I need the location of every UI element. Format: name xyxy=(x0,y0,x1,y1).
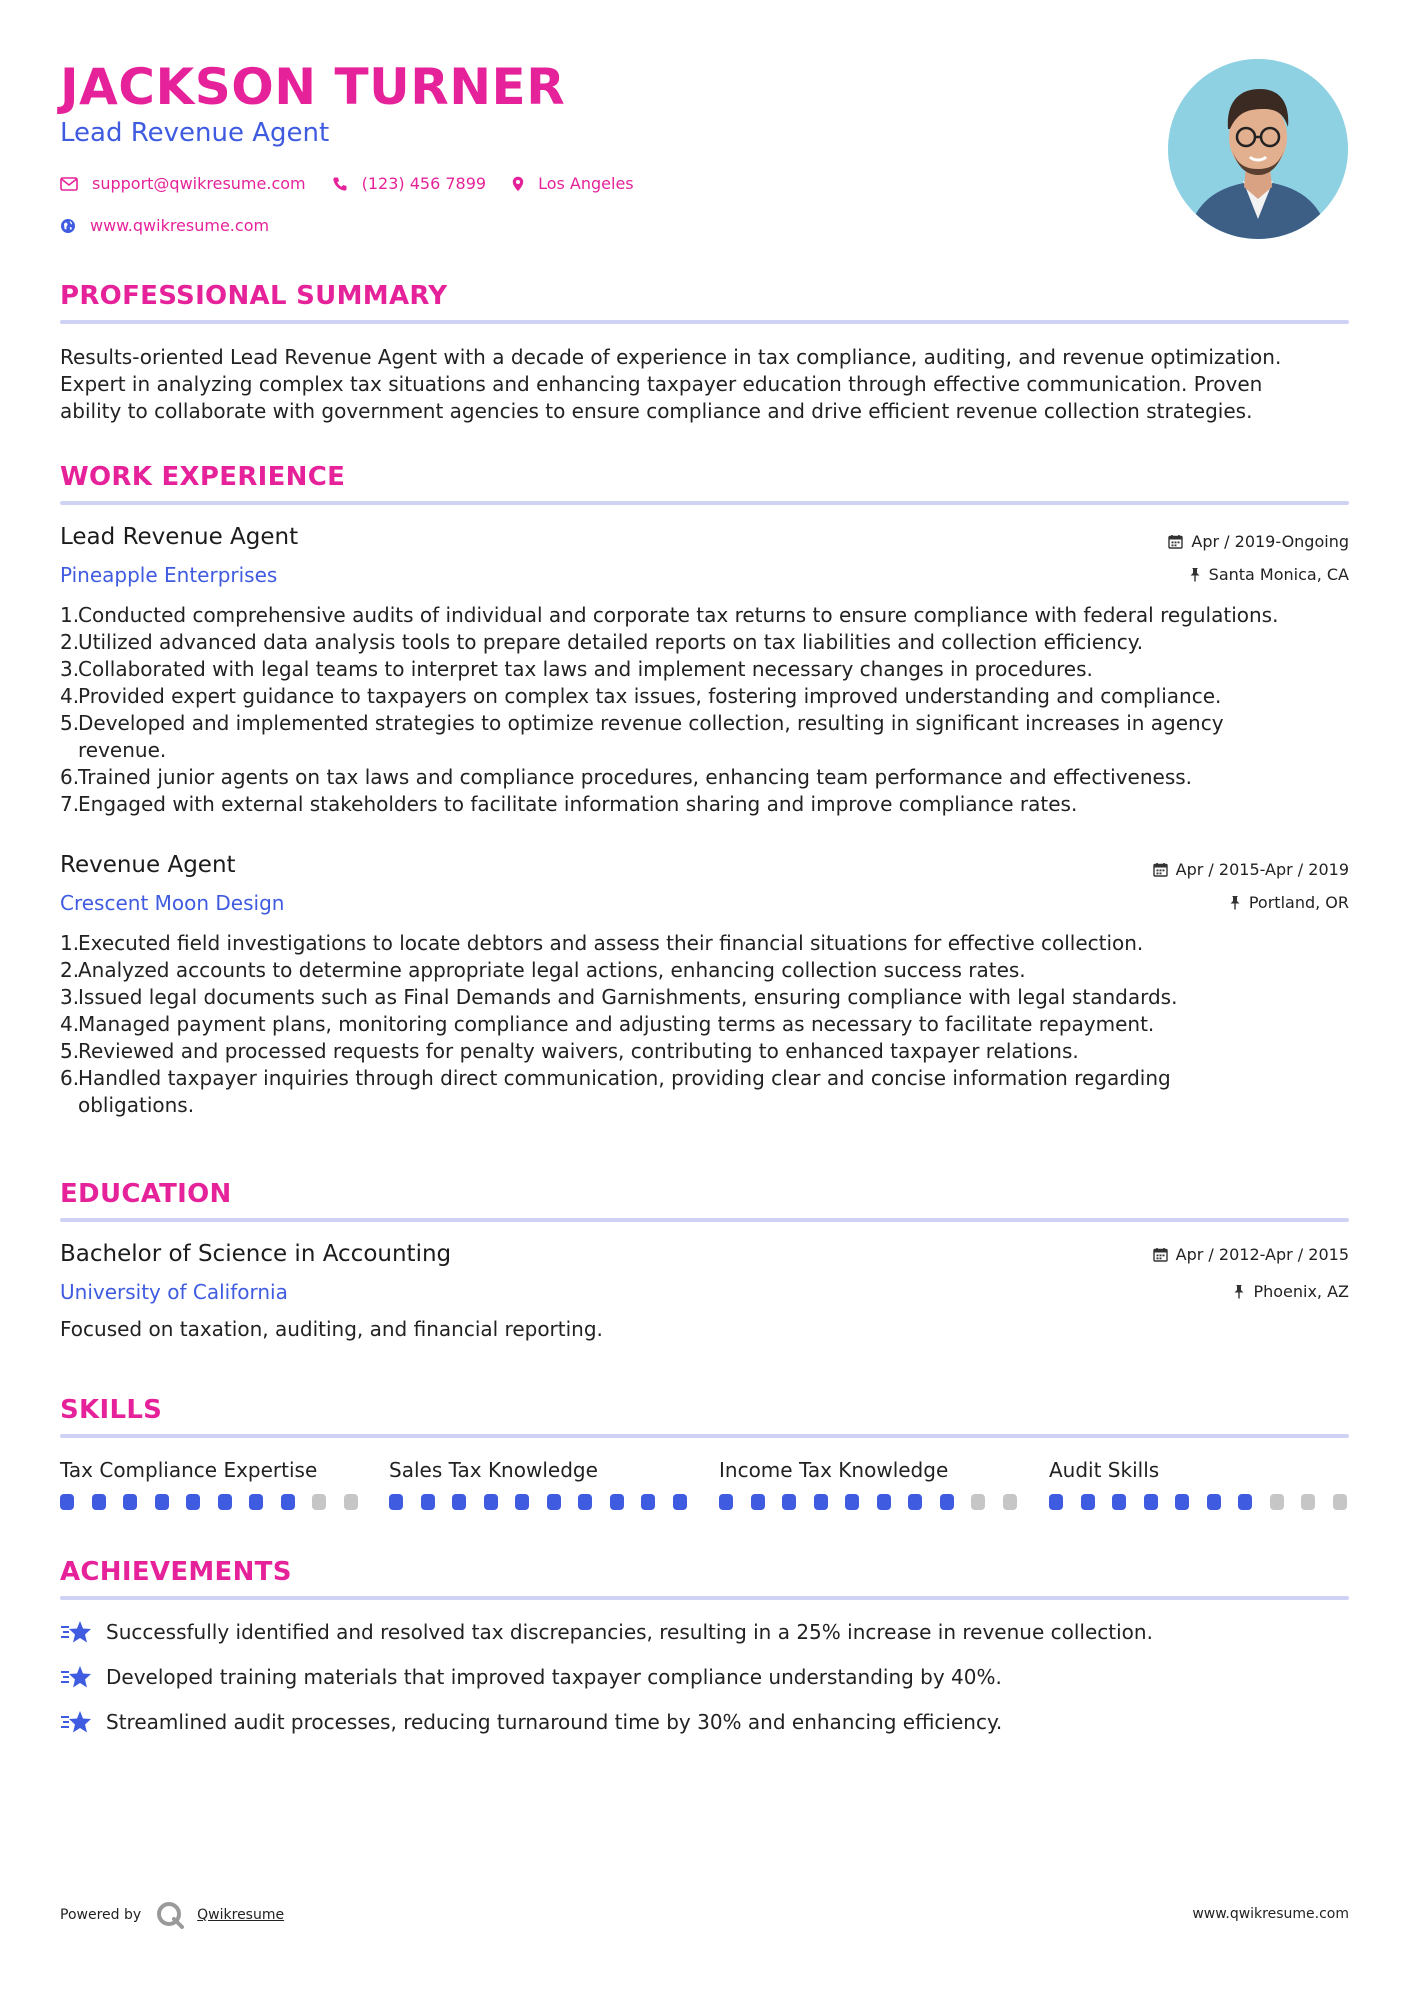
contact-email[interactable] xyxy=(60,174,306,193)
bullet-item xyxy=(60,764,1350,791)
bullet-number: 1. xyxy=(60,603,80,627)
section-divider xyxy=(60,1596,1349,1600)
skill-dot-filled xyxy=(1144,1494,1158,1510)
summary-line: Expert in analyzing complex tax situations and enhancing taxpayer education through effective communication. Proven xyxy=(60,372,1263,396)
education-dates-text: Apr / 2012-Apr / 2015 xyxy=(1175,1245,1349,1264)
skill-dot-filled xyxy=(845,1494,859,1510)
skill-dot-filled xyxy=(1112,1494,1126,1510)
bullet-text-wrap xyxy=(78,656,1093,683)
education-degree: Bachelor of Science in Accounting xyxy=(60,1241,452,1267)
phone-icon xyxy=(332,176,348,192)
skill-item xyxy=(719,1458,1019,1482)
skill-dot-filled xyxy=(673,1494,687,1510)
skill-dot-empty xyxy=(971,1494,985,1510)
calendar-icon xyxy=(1153,1247,1168,1262)
job-location xyxy=(1229,893,1349,912)
email-text: support@qwikresume.com xyxy=(92,174,306,193)
bullet-item xyxy=(60,602,1350,629)
job-bullets xyxy=(60,602,1350,818)
bullet-text: Conducted comprehensive audits of individual and corporate tax returns to ensure compliance with federal regulations. xyxy=(78,603,1279,627)
skill-dot-filled xyxy=(1081,1494,1095,1510)
bullet-text-continued: revenue. xyxy=(78,738,167,762)
bullet-item xyxy=(60,1011,1350,1038)
skill-dot-filled xyxy=(123,1494,137,1510)
summary-text xyxy=(60,344,1350,425)
bullet-item xyxy=(60,656,1350,683)
bullet-number: 3. xyxy=(60,657,80,681)
skill-dot-filled xyxy=(719,1494,733,1510)
portrait-illustration xyxy=(1168,59,1348,239)
skill-dot-filled xyxy=(940,1494,954,1510)
bullet-number: 5. xyxy=(60,711,80,735)
section-title-achievements: ACHIEVEMENTS xyxy=(60,1557,292,1587)
skill-dot-empty xyxy=(1333,1494,1347,1510)
skill-dot-filled xyxy=(1238,1494,1252,1510)
bullet-text: Managed payment plans, monitoring compliance and adjusting terms as necessary to facilitate repayment. xyxy=(78,1012,1155,1036)
bullet-text: Developed and implemented strategies to optimize revenue collection, resulting in significant increases in agency xyxy=(78,711,1224,735)
skill-item xyxy=(60,1458,360,1482)
bullet-text-wrap xyxy=(78,764,1192,791)
bullet-text: Handled taxpayer inquiries through direct communication, providing clear and concise information regarding xyxy=(78,1066,1171,1090)
section-divider xyxy=(60,1434,1349,1438)
skill-dot-filled xyxy=(1175,1494,1189,1510)
bullet-item xyxy=(60,1038,1350,1065)
bullet-text: Trained junior agents on tax laws and compliance procedures, enhancing team performance and effectiveness. xyxy=(78,765,1193,789)
skill-dot-filled xyxy=(641,1494,655,1510)
bullet-number: 2. xyxy=(60,958,80,982)
skill-dot-filled xyxy=(60,1494,74,1510)
job-bullets xyxy=(60,930,1350,1119)
section-title-skills: SKILLS xyxy=(60,1395,163,1425)
skill-dot-filled xyxy=(389,1494,403,1510)
achievement-text: Developed training materials that improved taxpayer compliance understanding by 40%. xyxy=(106,1665,1002,1689)
skill-name: Sales Tax Knowledge xyxy=(389,1458,598,1482)
bullet-item xyxy=(60,1065,1350,1119)
contact-phone[interactable] xyxy=(332,174,486,193)
skill-dot-filled xyxy=(578,1494,592,1510)
qwikresume-logo-icon xyxy=(155,1900,185,1930)
skill-dot-filled xyxy=(515,1494,529,1510)
skill-dot-filled xyxy=(218,1494,232,1510)
website-text: www.qwikresume.com xyxy=(90,216,270,235)
skill-level-meter xyxy=(719,1494,1034,1510)
skill-dot-filled xyxy=(421,1494,435,1510)
bullet-text: Reviewed and processed requests for penalty waivers, contributing to enhanced taxpayer relations. xyxy=(78,1039,1079,1063)
bullet-text-wrap xyxy=(78,791,1077,818)
bullet-item xyxy=(60,710,1350,764)
job-dates-text: Apr / 2019-Ongoing xyxy=(1191,532,1349,551)
section-divider xyxy=(60,320,1349,324)
skill-dot-filled xyxy=(751,1494,765,1510)
skill-dot-filled xyxy=(877,1494,891,1510)
profile-photo xyxy=(1168,59,1348,239)
section-title-education: EDUCATION xyxy=(60,1179,232,1209)
powered-by-text: Powered by xyxy=(60,1907,142,1923)
skill-dot-filled xyxy=(155,1494,169,1510)
contact-location xyxy=(512,174,634,193)
skill-dot-filled xyxy=(610,1494,624,1510)
section-divider xyxy=(60,501,1349,505)
bullet-text-wrap xyxy=(78,1011,1154,1038)
skill-dot-empty xyxy=(344,1494,358,1510)
bullet-text-wrap xyxy=(78,957,1026,984)
pushpin-icon xyxy=(1233,1284,1245,1299)
bullet-text: Engaged with external stakeholders to facilitate information sharing and improve compliance rates. xyxy=(78,792,1078,816)
footer-url[interactable]: www.qwikresume.com xyxy=(1192,1906,1349,1922)
achievement-item xyxy=(60,1709,1002,1735)
map-pin-icon xyxy=(512,176,524,192)
skill-dot-filled xyxy=(281,1494,295,1510)
summary-line: ability to collaborate with government agencies to ensure compliance and drive efficient revenue collection strategies. xyxy=(60,399,1253,423)
skill-name: Tax Compliance Expertise xyxy=(60,1458,318,1482)
bullet-text: Utilized advanced data analysis tools to prepare detailed reports on tax liabilities and collection efficiency. xyxy=(78,630,1144,654)
contact-row-1 xyxy=(60,174,660,193)
skill-name: Audit Skills xyxy=(1049,1458,1160,1482)
pushpin-icon xyxy=(1229,895,1241,910)
skill-dot-filled xyxy=(547,1494,561,1510)
job-dates-text: Apr / 2015-Apr / 2019 xyxy=(1175,860,1349,879)
skill-dot-filled xyxy=(484,1494,498,1510)
bullet-item xyxy=(60,984,1350,1011)
section-title-summary: PROFESSIONAL SUMMARY xyxy=(60,281,448,311)
job-location-text: Portland, OR xyxy=(1248,893,1349,912)
education-school: University of California xyxy=(60,1280,288,1304)
bullet-text-wrap xyxy=(78,629,1143,656)
bullet-number: 1. xyxy=(60,931,80,955)
job-title: Lead Revenue Agent xyxy=(60,524,299,550)
star-icon xyxy=(60,1619,92,1645)
contact-website[interactable] xyxy=(60,216,269,235)
skill-dot-filled xyxy=(1207,1494,1221,1510)
skill-dot-empty xyxy=(1003,1494,1017,1510)
achievement-item xyxy=(60,1664,1002,1690)
education-description: Focused on taxation, auditing, and financial reporting. xyxy=(60,1317,603,1341)
envelope-icon xyxy=(60,177,78,191)
skill-dot-filled xyxy=(249,1494,263,1510)
bullet-item xyxy=(60,930,1350,957)
skill-dot-filled xyxy=(814,1494,828,1510)
section-divider xyxy=(60,1218,1349,1222)
job-dates xyxy=(1153,860,1349,879)
skill-dot-filled xyxy=(186,1494,200,1510)
achievement-text: Streamlined audit processes, reducing turnaround time by 30% and enhancing efficiency. xyxy=(106,1710,1003,1734)
education-location-text: Phoenix, AZ xyxy=(1253,1282,1349,1301)
bullet-number: 6. xyxy=(60,1066,80,1090)
skill-level-meter xyxy=(1049,1494,1364,1510)
bullet-item xyxy=(60,791,1350,818)
bullet-text-wrap xyxy=(78,1065,1171,1119)
skill-item xyxy=(389,1458,689,1482)
bullet-text: Issued legal documents such as Final Demands and Garnishments, ensuring compliance with legal standards. xyxy=(78,985,1178,1009)
job-location-text: Santa Monica, CA xyxy=(1208,565,1349,584)
phone-text: (123) 456 7899 xyxy=(361,174,487,193)
bullet-text-wrap xyxy=(78,930,1143,957)
bullet-text-wrap xyxy=(78,984,1177,1011)
bullet-number: 2. xyxy=(60,630,80,654)
achievement-text: Successfully identified and resolved tax discrepancies, resulting in a 25% increase in revenue collection. xyxy=(106,1620,1153,1644)
bullet-text: Provided expert guidance to taxpayers on complex tax issues, fostering improved understanding and compliance. xyxy=(78,684,1222,708)
skill-dot-empty xyxy=(1301,1494,1315,1510)
bullet-text-continued: obligations. xyxy=(78,1093,195,1117)
bullet-number: 4. xyxy=(60,684,80,708)
bullet-text-wrap xyxy=(78,683,1221,710)
footer-powered-by xyxy=(60,1900,284,1930)
job-dates xyxy=(1168,532,1349,551)
bullet-number: 3. xyxy=(60,985,80,1009)
bullet-number: 4. xyxy=(60,1012,80,1036)
bullet-number: 7. xyxy=(60,792,80,816)
job-location xyxy=(1189,565,1349,584)
bullet-item xyxy=(60,629,1350,656)
skill-dot-empty xyxy=(312,1494,326,1510)
summary-line: Results-oriented Lead Revenue Agent with a decade of experience in tax compliance, auditing, and revenue optimization. xyxy=(60,345,1282,369)
candidate-name: JACKSON TURNER xyxy=(60,58,566,116)
skill-item xyxy=(1049,1458,1349,1482)
education-location xyxy=(1233,1282,1349,1301)
star-icon xyxy=(60,1664,92,1690)
contact-row-2 xyxy=(60,216,295,235)
location-text: Los Angeles xyxy=(538,174,634,193)
bullet-text: Collaborated with legal teams to interpret tax laws and implement necessary changes in procedures. xyxy=(78,657,1093,681)
skill-level-meter xyxy=(60,1494,375,1510)
job-company: Crescent Moon Design xyxy=(60,891,285,915)
bullet-number: 6. xyxy=(60,765,80,789)
bullet-text-wrap xyxy=(78,1038,1079,1065)
education-dates xyxy=(1153,1245,1349,1264)
achievement-item xyxy=(60,1619,1153,1645)
candidate-role: Lead Revenue Agent xyxy=(60,118,330,148)
bullet-number: 5. xyxy=(60,1039,80,1063)
skill-dot-empty xyxy=(1270,1494,1284,1510)
skill-dot-filled xyxy=(908,1494,922,1510)
skill-name: Income Tax Knowledge xyxy=(719,1458,949,1482)
star-icon xyxy=(60,1709,92,1735)
calendar-icon xyxy=(1153,862,1168,877)
skill-dot-filled xyxy=(782,1494,796,1510)
job-title: Revenue Agent xyxy=(60,852,236,878)
globe-icon xyxy=(60,218,76,234)
pushpin-icon xyxy=(1189,567,1201,582)
job-company: Pineapple Enterprises xyxy=(60,563,278,587)
footer-brand-link[interactable]: Qwikresume xyxy=(197,1907,285,1923)
skill-dot-filled xyxy=(92,1494,106,1510)
calendar-icon xyxy=(1168,534,1183,549)
bullet-text: Executed field investigations to locate debtors and assess their financial situations for effective collection. xyxy=(78,931,1144,955)
bullet-text-wrap xyxy=(78,710,1224,764)
bullet-item xyxy=(60,957,1350,984)
bullet-text: Analyzed accounts to determine appropriate legal actions, enhancing collection success rates. xyxy=(78,958,1026,982)
section-title-experience: WORK EXPERIENCE xyxy=(60,462,346,492)
bullet-item xyxy=(60,683,1350,710)
bullet-text-wrap xyxy=(78,602,1278,629)
skill-dot-filled xyxy=(452,1494,466,1510)
skill-dot-filled xyxy=(1049,1494,1063,1510)
skill-level-meter xyxy=(389,1494,704,1510)
